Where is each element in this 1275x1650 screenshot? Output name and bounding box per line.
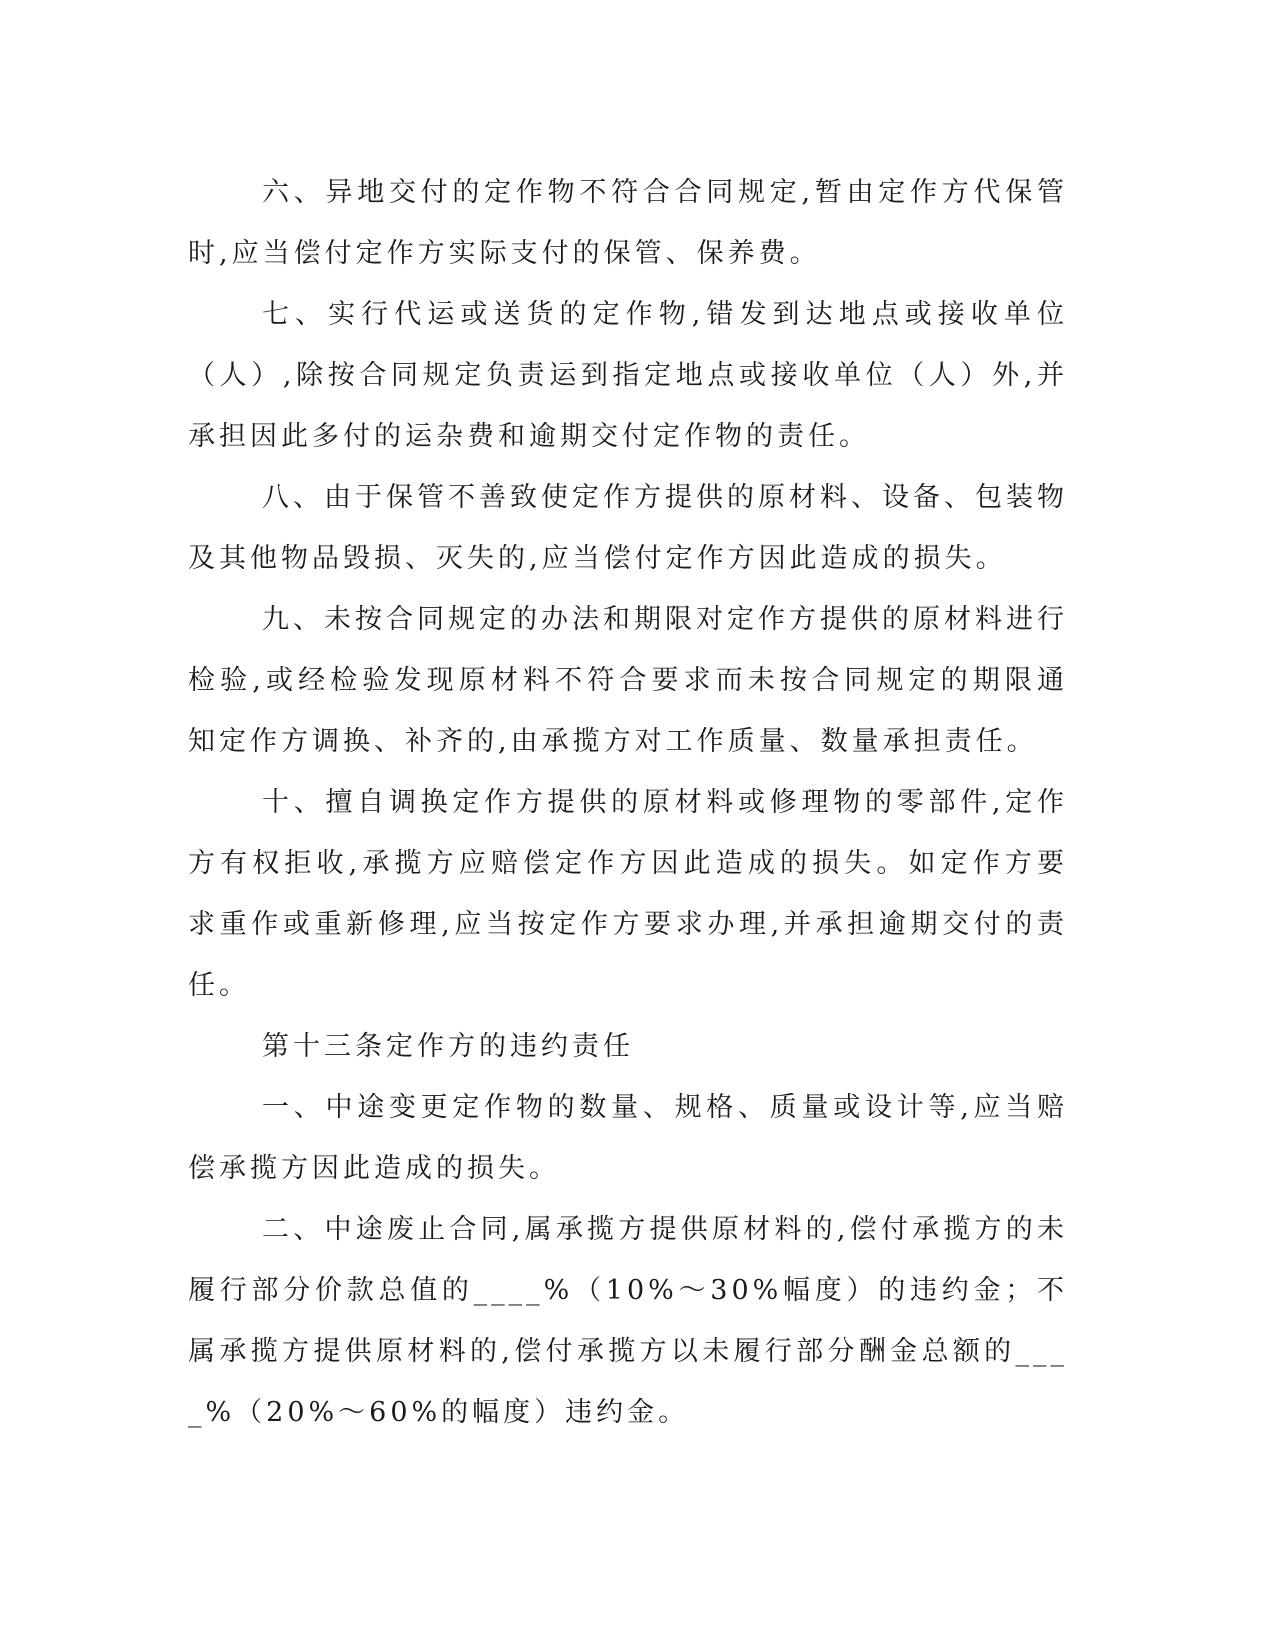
paragraph-item-8: 八、由于保管不善致使定作方提供的原材料、设备、包装物及其他物品毁损、灭失的,应当偿付定作方因此造成的损失。 — [188, 482, 1068, 574]
section-paragraph-1: 一、中途变更定作物的数量、规格、质量或设计等,应当赔偿承揽方因此造成的损失。 — [188, 1092, 1068, 1184]
document-body — [188, 162, 1068, 1443]
paragraph-item-9: 九、未按合同规定的办法和期限对定作方提供的原材料进行检验,或经检验发现原材料不符合要求而未按合同规定的期限通知定作方调换、补齐的,由承揽方对工作质量、数量承担责任。 — [188, 604, 1068, 757]
paragraph-item-7: 七、实行代运或送货的定作物,错发到达地点或接收单位（人）,除按合同规定负责运到指定地点或接收单位（人）外,并承担因此多付的运杂费和逾期交付定作物的责任。 — [188, 299, 1068, 452]
paragraph-item-6: 六、异地交付的定作物不符合合同规定,暂由定作方代保管时,应当偿付定作方实际支付的保管、保养费。 — [188, 177, 1068, 269]
section-paragraph-2: 二、中途废止合同,属承揽方提供原材料的,偿付承揽方的未履行部分价款总值的____%（10%～30%幅度）的违约金；不属承揽方提供原材料的,偿付承揽方以未履行部分酬金总额的____%（20%～60%的幅度）违约金。 — [188, 1214, 1068, 1428]
section-heading: 第十三条定作方的违约责任 — [262, 1031, 634, 1062]
paragraph-item-10: 十、擅自调换定作方提供的原材料或修理物的零部件,定作方有权拒收,承揽方应赔偿定作方因此造成的损失。如定作方要求重作或重新修理,应当按定作方要求办理,并承担逾期交付的责任。 — [188, 787, 1068, 1001]
